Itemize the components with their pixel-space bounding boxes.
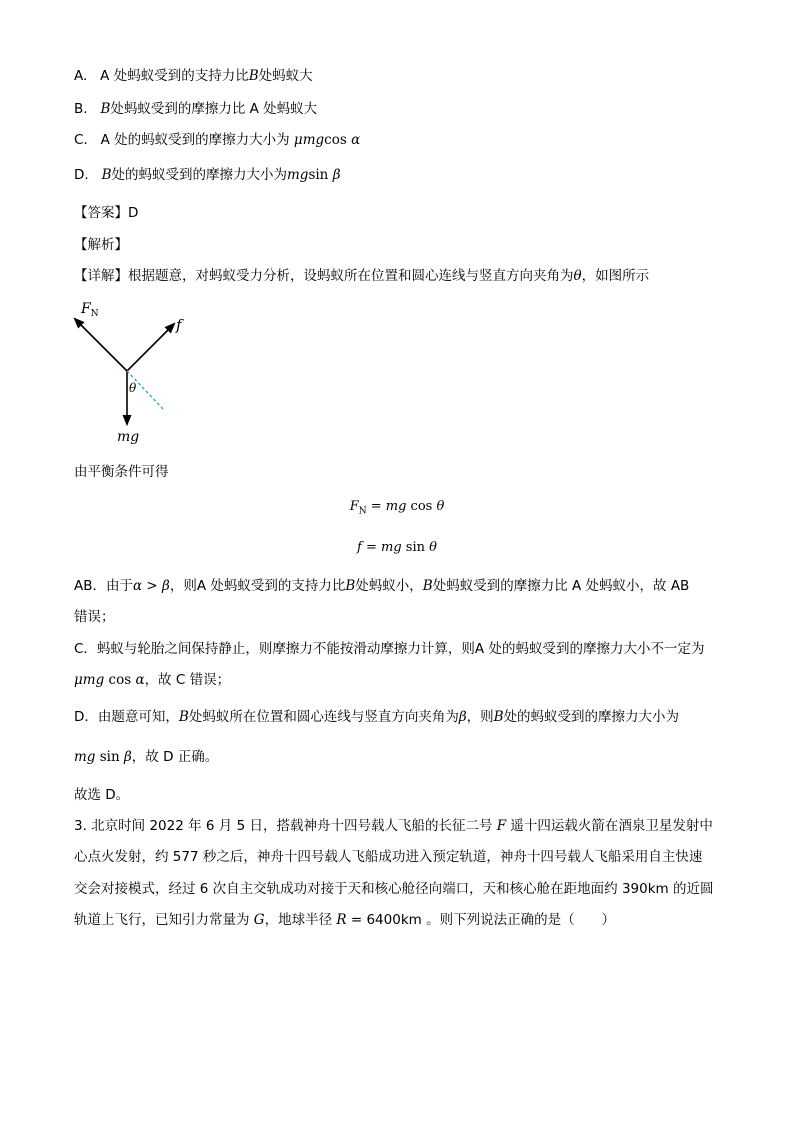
ab-beta: β [162, 578, 170, 594]
q3-text-4a: 轨道上飞行，已知引力常量为 [74, 912, 254, 928]
q3-var-g: G [253, 912, 265, 928]
option-c-alpha: α [351, 132, 361, 148]
eq2-mg: mg [381, 540, 402, 555]
option-a-text: A 处蚂蚁受到的支持力比 [100, 68, 249, 84]
eq2-sin: sin [401, 540, 425, 555]
option-b-var-b: B [100, 101, 111, 117]
ab-explanation [74, 577, 689, 595]
equation-1 [0, 499, 794, 517]
ab-alpha: α [133, 578, 143, 594]
eq2-f: f [357, 540, 362, 555]
option-c [74, 131, 360, 149]
option-d-text: 处的蚂蚁受到的摩擦力大小为 [111, 167, 287, 183]
d-text-4: 处的蚂蚁受到的摩擦力大小为 [503, 709, 680, 725]
d-var-b1: B [178, 709, 189, 725]
q3-text-4b: ，地球半径 [264, 912, 337, 928]
eq1-mg: mg [385, 499, 407, 514]
d-text-2: 处蚂蚁所在位置和圆心连线与竖直方向夹角为 [188, 709, 459, 725]
theta-label: θ [129, 381, 137, 395]
eq1-theta: θ [436, 499, 445, 514]
answer-label: 【答案】 [74, 205, 128, 221]
eq2-theta: θ [429, 540, 437, 555]
option-d-mg: mg [286, 167, 309, 183]
friction-arrow [127, 324, 174, 371]
eq1-cos: cos [406, 499, 433, 514]
ab-text-1: AB．由于 [74, 578, 133, 594]
eq1-f: F [349, 499, 359, 514]
d-text-1: D．由题意可知， [74, 709, 179, 725]
equation-2 [0, 540, 794, 555]
normal-force-arrow [75, 319, 127, 371]
option-b-text: 处蚂蚁受到的摩擦力比 A 处蚂蚁大 [110, 101, 318, 117]
ab-text-4: 处蚂蚁受到的摩擦力比 A 处蚂蚁小，故 AB [432, 578, 690, 594]
c-alpha: α [135, 672, 145, 688]
option-d-var-b: B [101, 167, 112, 183]
q3-line-4 [74, 911, 615, 929]
q3-var-f: F [496, 818, 507, 834]
detail-text-end: ，如图所示 [581, 268, 650, 284]
q3-text-1b: 遥十四运载火箭在酒泉卫星发射中 [506, 818, 713, 834]
option-a-text-end: 处蚂蚁大 [258, 68, 313, 84]
option-d [74, 166, 341, 184]
q3-text-4c: = 6400km 。则下列说法正确的是（ ） [346, 912, 616, 928]
answer-value: D [128, 205, 139, 221]
balance-text: 由平衡条件可得 [74, 464, 169, 480]
d-text-5: ，故 D 正确。 [131, 749, 219, 765]
detail-text: 根据题意，对蚂蚁受力分析，设蚂蚁所在位置和圆心连线与竖直方向夹角为 [128, 268, 574, 284]
d-mg: mg [74, 749, 96, 765]
ab-text-3: 处蚂蚁小， [355, 578, 423, 594]
detail-label: 【详解】 [74, 268, 128, 284]
c-cos: cos [104, 672, 132, 688]
d-sin: sin [95, 749, 120, 765]
d-beta2: β [123, 749, 132, 765]
c-text-2: ，故 C 错误； [144, 672, 231, 688]
answer-line [74, 204, 138, 222]
option-b-letter: B. [74, 101, 88, 117]
q3-line-2: 心点火发射，约 577 秒之后，神舟十四号载人飞船成功进入预定轨道，神舟十四号载人飞船采用自主快速 [74, 849, 703, 865]
eq1-equals: = [370, 499, 386, 514]
eq1-sub: N [358, 506, 367, 517]
d-text-3: ，则 [466, 709, 494, 725]
c-explanation-line2 [74, 671, 230, 689]
ab-text-2: ，则A 处蚂蚁受到的支持力比 [169, 578, 346, 594]
option-c-cos: cos [324, 132, 347, 148]
option-c-letter: C. [74, 132, 88, 148]
q3-var-r: R [336, 912, 347, 928]
ab-gt: > [142, 578, 163, 594]
option-d-sin: sin [308, 167, 329, 183]
analysis-label: 【解析】 [74, 237, 128, 253]
d-explanation [74, 708, 679, 726]
c-explanation: C．蚂蚁与轮胎之间保持静止，则摩擦力不能按滑动摩擦力计算，则A 处的蚂蚁受到的摩擦力大小不一定为 [74, 641, 705, 657]
option-d-beta: β [332, 167, 341, 183]
option-a-letter: A. [74, 68, 88, 84]
option-c-text: A 处的蚂蚁受到的摩擦力大小为 [100, 132, 290, 148]
d-beta: β [458, 709, 467, 725]
ab-explanation-line2: 错误； [74, 609, 115, 625]
detail-line [74, 267, 649, 285]
q3-line-3: 交会对接模式，经过 6 次自主交轨成功对接于天和核心舱径向端口，天和核心舱在距地面约 390km 的近圆 [74, 881, 714, 897]
eq2-equals: = [361, 540, 381, 555]
force-diagram [62, 296, 192, 446]
c-mu-mg: μmg [74, 672, 105, 688]
mg-label: mg [117, 429, 140, 445]
ab-var-b1: B [345, 578, 356, 594]
option-c-mu-mg: μmg [293, 132, 325, 148]
option-a [74, 67, 313, 85]
q3-line-1 [74, 817, 713, 835]
q3-text-1a: 3. 北京时间 2022 年 6 月 5 日，搭载神舟十四号载人飞船的长征二号 [74, 818, 497, 834]
ab-var-b2: B [422, 578, 433, 594]
choose-line: 故选 D。 [74, 787, 130, 803]
f-label: f [176, 316, 182, 334]
option-a-var-b: B [248, 68, 259, 84]
d-var-b2: B [493, 709, 504, 725]
d-explanation-line2 [74, 748, 218, 766]
detail-theta: θ [573, 268, 582, 284]
fn-label: $F_N$ [81, 301, 99, 319]
option-b [74, 100, 317, 118]
option-d-letter: D. [74, 167, 89, 183]
